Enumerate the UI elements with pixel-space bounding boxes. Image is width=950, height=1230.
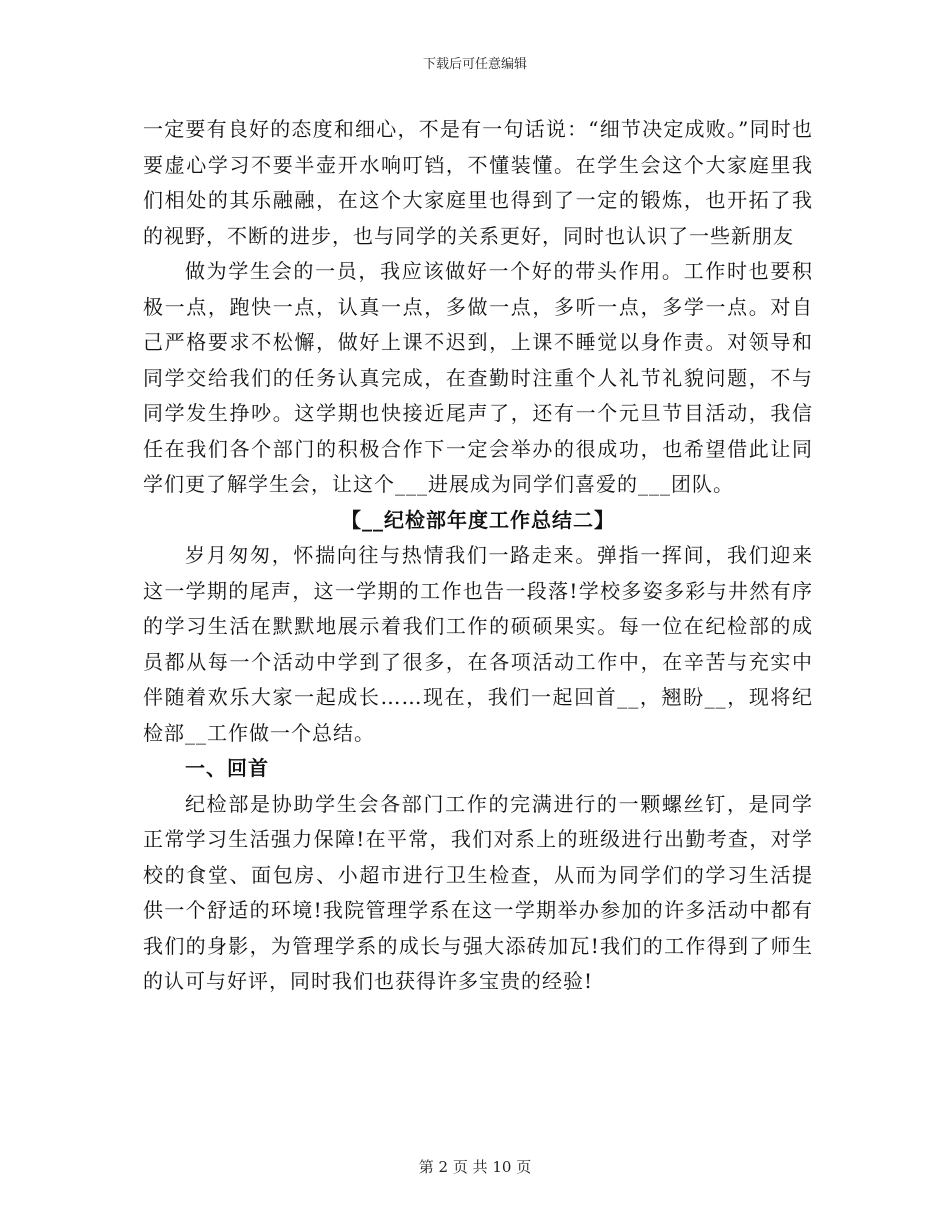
paragraph-4: 纪检部是协助学生会各部门工作的完满进行的一颗螺丝钉，是同学正常学习生活强力保障!在平常，我们对系上的班级进行出勤考查，对学校的食堂、面包房、小超市进行卫生检查，从而为同学们的学习生活提供一个舒适的环境!我院管理学系在这一学期举办参加的许多活动中都有我们的身影，为管理学系的成长与强大添砖加瓦!我们的工作得到了师生的认可与好评，同时我们也获得许多宝贵的经验! <box>143 791 813 993</box>
paragraph-2: 做为学生会的一员，我应该做好一个好的带头作用。工作时也要积极一点，跑快一点，认真一点，多做一点，多听一点，多学一点。对自己严格要求不松懈，做好上课不迟到，上课不睡觉以身作责。对领导和同学交给我们的任务认真完成，在查勤时注重个人礼节礼貌问题，不与同学发生挣吵。这学期也快接近尾声了，还有一个元旦节目活动，我信任在我们各个部门的积极合作下一定会举办的很成功，也希望借此让同学们更了解学生会，让这个___进展成为同学们喜爱的___团队。 <box>143 259 813 496</box>
page-header: 下载后可任意编辑 <box>422 57 527 72</box>
section-title: 【__纪检部年度工作总结二】 <box>341 507 615 532</box>
subheading-review: 一、回首 <box>185 756 269 780</box>
paragraph-1: 一定要有良好的态度和细心，不是有一句话说：“细节决定成败。”同时也要虚心学习不要半壶开水响叮铛，不懂装懂。在学生会这个大家庭里我们相处的其乐融融，在这个大家庭里也得到了一定的锻炼，也开拓了我的视野，不断的进步，也与同学的关系更好，同时也认识了一些新朋友 <box>143 117 813 248</box>
document-body <box>143 112 813 1000</box>
paragraph-3: 岁月匆匆，怀揣向往与热情我们一路走来。弹指一挥间，我们迎来这一学期的尾声，这一学期的工作也告一段落!学校多姿多彩与井然有序的学习生活在默默地展示着我们工作的硕硕果实。每一位在纪检部的成员都从每一个活动中学到了很多，在各项活动工作中，在辛苦与充实中伴随着欢乐大家一起成长……现在，我们一起回首__，翘盼__，现将纪检部__工作做一个总结。 <box>143 543 813 745</box>
page-number: 第 2 页 共 10 页 <box>418 1158 532 1176</box>
